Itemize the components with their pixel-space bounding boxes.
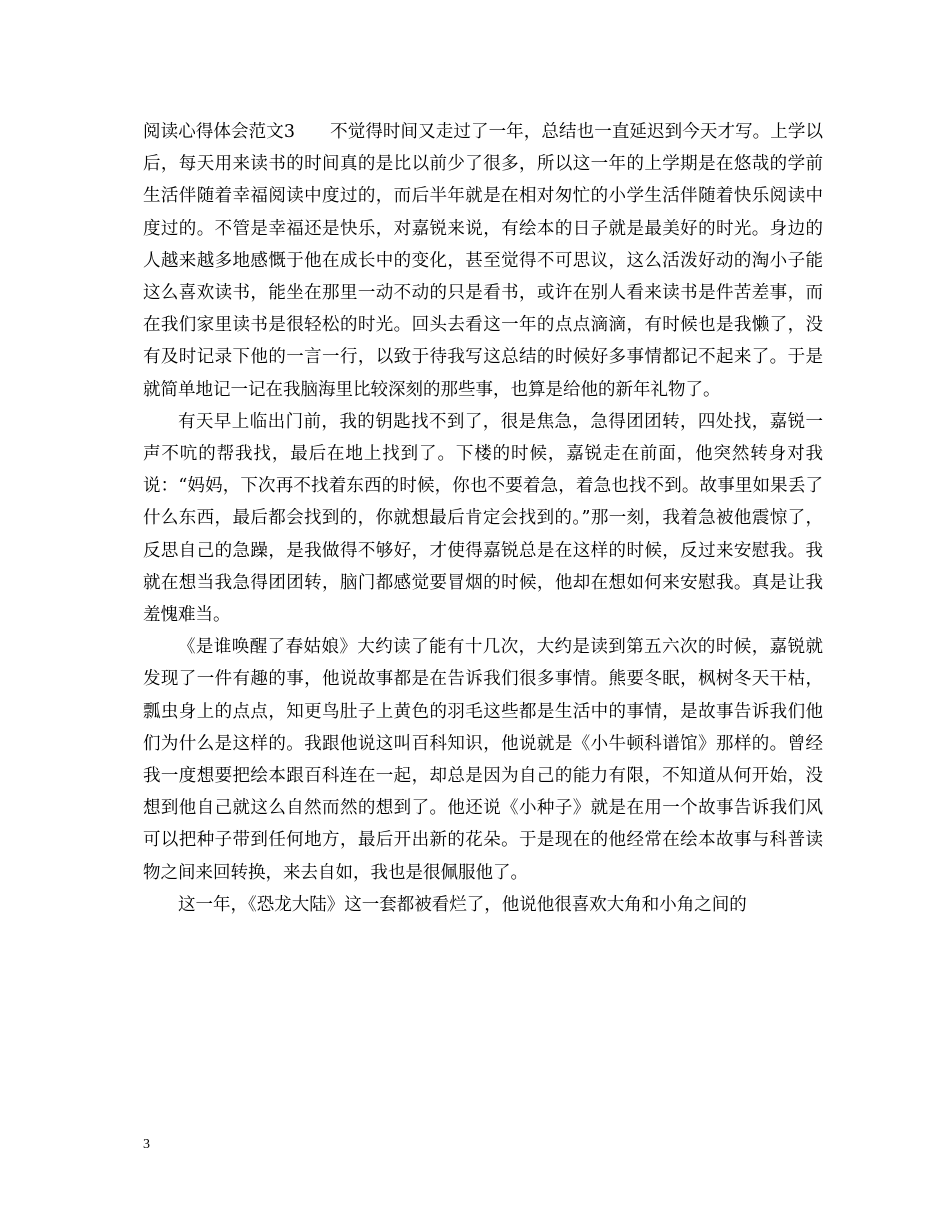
paragraph-keys: 有天早上临出门前，我的钥匙找不到了，很是焦急，急得团团转，四处找，嘉锐一声不吭的帮我找，最后在地上找到了。下楼的时候，嘉锐走在前面，他突然转身对我说：“妈妈，下次再不找着东西的时候，你也不要着急，着急也找不到。故事里如果丢了什么东西，最后都会找到的，你就想最后肯定会找到的。”那一刻，我着急被他震惊了，反思自己的急躁，是我做得不够好，才使得嘉锐总是在这样的时候，反过来安慰我。我就在想当我急得团团转，脑门都感觉要冒烟的时候，他却在想如何来安慰我。真是让我羞愧难当。 bbox=[143, 411, 823, 626]
paragraph-spring-girl: 《是谁唤醒了春姑娘》大约读了能有十几次，大约是读到第五六次的时候，嘉锐就发现了一件有趣的事，他说故事都是在告诉我们很多事情。熊要冬眠，枫树冬天干枯，瓢虫身上的点点，知更鸟肚子上黄色的羽毛这些都是生活中的事情，是故事告诉我们他们为什么是这样的。我跟他说这叫百科知识，他说就是《小牛顿科谱馆》那样的。曾经我一度想要把绘本跟百科连在一起，却总是因为自己的能力有限，不知道从何开始，没想到他自己就这么自然而然的想到了。他还说《小种子》就是在用一个故事告诉我们风可以把种子带到任何地方，最后开出新的花朵。于是现在的他经常在绘本故事与科普读物之间来回转换，来去自如，我也是很佩服他了。 bbox=[143, 637, 823, 883]
document-body bbox=[143, 116, 823, 921]
page-number: 3 bbox=[143, 1137, 150, 1152]
intro-text: 不觉得时间又走过了一年，总结也一直延迟到今天才写。上学以后，每天用来读书的时间真的是比以前少了很多，所以这一年的上学期是在悠哉的学前生活伴随着幸福阅读中度过的，而后半年就是在相对匆忙的小学生活伴随着快乐阅读中度过的。不管是幸福还是快乐，对嘉锐来说，有绘本的日子就是最美好的时光。身边的人越来越多地感慨于他在成长中的变化，甚至觉得不可思议，这么活泼好动的淘小子能这么喜欢读书，能坐在那里一动不动的只是看书，或许在别人看来读书是件苦差事，而在我们家里读书是很轻松的时光。回头去看这一年的点点滴滴，有时候也是我懒了，没有及时记录下他的一言一行，以致于待我写这总结的时候好多事情都记不起来了。于是就简单地记一记在我脑海里比较深刻的那些事，也算是给他的新年礼物了。 bbox=[143, 122, 823, 400]
paragraph-dinosaur: 这一年，《恐龙大陆》这一套都被看烂了，他说他很喜欢大角和小角之间的 bbox=[178, 894, 747, 915]
intro-paragraph bbox=[143, 116, 823, 406]
document-title: 阅读心得体会范文3 bbox=[143, 122, 295, 142]
